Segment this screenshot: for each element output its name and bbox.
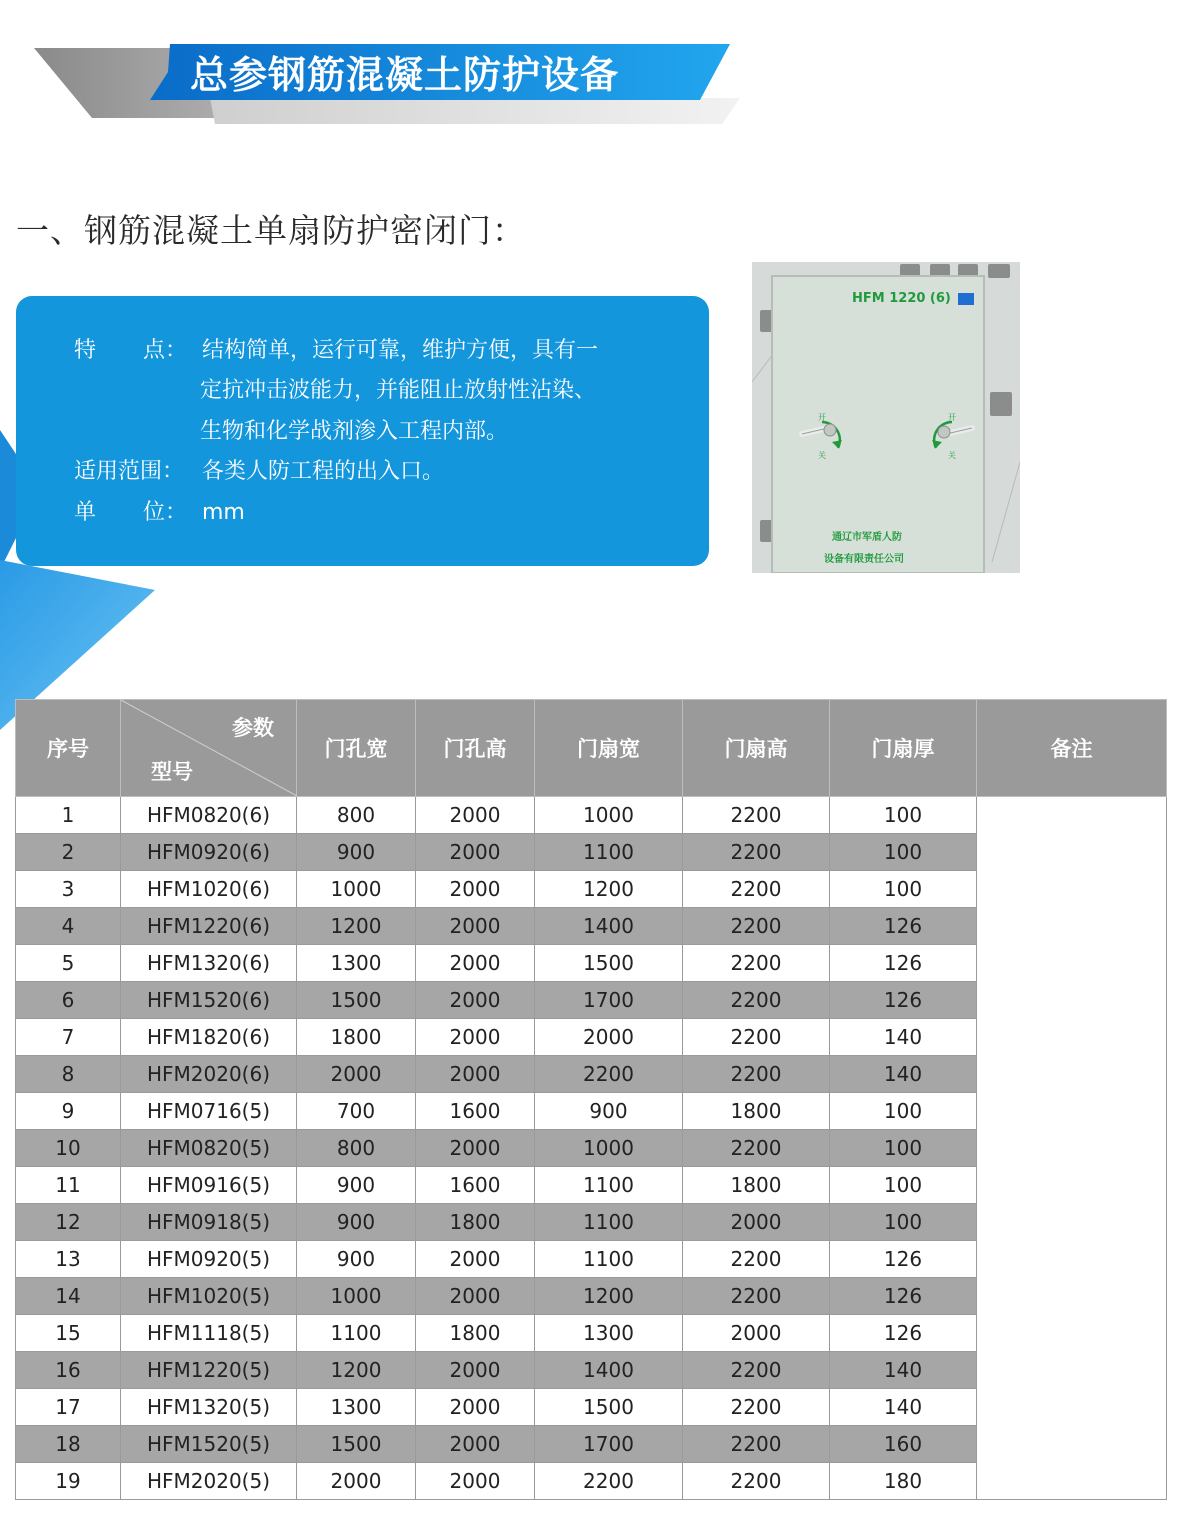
- cell-hole-width: 1200: [297, 1352, 416, 1389]
- cell-model: HFM0920(5): [121, 1241, 297, 1278]
- feature-trait-row: [74, 336, 598, 366]
- product-photo: [752, 262, 1020, 573]
- cell-model: HFM0716(5): [121, 1093, 297, 1130]
- cell-hole-width: 1800: [297, 1019, 416, 1056]
- cell-leaf-width: 1100: [535, 1167, 683, 1204]
- cell-index: 6: [16, 982, 121, 1019]
- cell-model: HFM0918(5): [121, 1204, 297, 1241]
- cell-index: 2: [16, 834, 121, 871]
- cell-hole-width: 1000: [297, 1278, 416, 1315]
- cell-hole-height: 2000: [416, 1463, 535, 1500]
- cell-leaf-thickness: 160: [830, 1426, 977, 1463]
- cell-hole-height: 2000: [416, 1426, 535, 1463]
- cell-hole-height: 2000: [416, 1278, 535, 1315]
- cell-leaf-thickness: 126: [830, 982, 977, 1019]
- cell-hole-height: 2000: [416, 1241, 535, 1278]
- cell-leaf-height: 2200: [683, 797, 830, 834]
- cell-leaf-height: 2200: [683, 908, 830, 945]
- feature-trait-line2: 定抗冲击波能力，并能阻止放射性沾染、: [200, 378, 597, 403]
- cell-leaf-width: 1000: [535, 797, 683, 834]
- cell-leaf-thickness: 140: [830, 1352, 977, 1389]
- cell-leaf-width: 1400: [535, 1352, 683, 1389]
- title-banner: [0, 0, 760, 140]
- cell-leaf-thickness: 100: [830, 1204, 977, 1241]
- cell-leaf-height: 2200: [683, 871, 830, 908]
- cell-leaf-thickness: 126: [830, 1278, 977, 1315]
- cell-leaf-thickness: 100: [830, 871, 977, 908]
- cell-hole-width: 1200: [297, 908, 416, 945]
- cell-leaf-height: 2200: [683, 1130, 830, 1167]
- table-body: [16, 797, 1167, 1500]
- cell-leaf-height: 2200: [683, 1019, 830, 1056]
- header-leaf-thickness: 门扇厚: [830, 700, 977, 797]
- header-param: 参数: [232, 716, 274, 740]
- cell-leaf-height: 2200: [683, 1056, 830, 1093]
- header-param-model: [121, 700, 297, 797]
- cell-model: HFM1520(5): [121, 1426, 297, 1463]
- cell-model: HFM1320(6): [121, 945, 297, 982]
- cell-leaf-thickness: 126: [830, 945, 977, 982]
- cell-index: 9: [16, 1093, 121, 1130]
- cell-hole-width: 1500: [297, 1426, 416, 1463]
- cell-leaf-height: 2200: [683, 1241, 830, 1278]
- cell-leaf-width: 1500: [535, 1389, 683, 1426]
- feature-unit-label-b: 位：: [142, 500, 187, 525]
- cell-model: HFM1220(5): [121, 1352, 297, 1389]
- feature-box: [16, 296, 709, 566]
- cell-leaf-thickness: 140: [830, 1056, 977, 1093]
- header-model: 型号: [151, 760, 193, 784]
- spec-table: [15, 699, 1167, 1500]
- cell-hole-width: 900: [297, 1204, 416, 1241]
- cell-leaf-height: 2000: [683, 1315, 830, 1352]
- cell-hole-height: 2000: [416, 1056, 535, 1093]
- cell-model: HFM1520(6): [121, 982, 297, 1019]
- cell-leaf-thickness: 140: [830, 1389, 977, 1426]
- cell-leaf-width: 2000: [535, 1019, 683, 1056]
- feature-scope-label: 适用范围：: [74, 459, 185, 484]
- cell-leaf-thickness: 100: [830, 1130, 977, 1167]
- cell-hole-height: 2000: [416, 871, 535, 908]
- header-leaf-width: 门扇宽: [535, 700, 683, 797]
- cell-hole-width: 900: [297, 834, 416, 871]
- feature-trait-label-b: 点：: [142, 338, 187, 363]
- cell-hole-width: 1300: [297, 945, 416, 982]
- cell-model: HFM0820(5): [121, 1130, 297, 1167]
- cell-model: HFM1320(5): [121, 1389, 297, 1426]
- photo-maker-line1: 通辽市军盾人防: [832, 532, 902, 543]
- cell-model: HFM0916(5): [121, 1167, 297, 1204]
- cell-model: HFM0920(6): [121, 834, 297, 871]
- cell-leaf-height: 2200: [683, 982, 830, 1019]
- photo-close-mark-left: 关: [818, 451, 826, 460]
- cell-leaf-height: 2200: [683, 1426, 830, 1463]
- cell-hole-height: 2000: [416, 982, 535, 1019]
- table-row: [16, 797, 1167, 834]
- feature-unit-text: mm: [202, 500, 245, 525]
- photo-open-mark-right: 开: [948, 413, 956, 422]
- cell-note: [977, 797, 1167, 1500]
- cell-hole-height: 1800: [416, 1204, 535, 1241]
- cell-index: 13: [16, 1241, 121, 1278]
- feature-unit-label-a: 单: [74, 500, 97, 525]
- cell-index: 5: [16, 945, 121, 982]
- cell-model: HFM2020(6): [121, 1056, 297, 1093]
- feature-unit-label: [74, 498, 187, 528]
- cell-index: 15: [16, 1315, 121, 1352]
- photo-close-mark-right: 关: [948, 451, 956, 460]
- cell-leaf-thickness: 100: [830, 797, 977, 834]
- cell-hole-height: 2000: [416, 908, 535, 945]
- cell-index: 3: [16, 871, 121, 908]
- cell-hole-width: 800: [297, 1130, 416, 1167]
- photo-maker-line2: 设备有限责任公司: [824, 554, 904, 565]
- header-hole-width: 门孔宽: [297, 700, 416, 797]
- cell-leaf-height: 2200: [683, 1352, 830, 1389]
- feature-scope-row: [74, 457, 444, 487]
- cell-model: HFM1020(6): [121, 871, 297, 908]
- cell-hole-height: 1800: [416, 1315, 535, 1352]
- cell-index: 4: [16, 908, 121, 945]
- feature-trait-label-a: 特: [74, 338, 97, 363]
- cell-model: HFM1220(6): [121, 908, 297, 945]
- cell-hole-height: 2000: [416, 797, 535, 834]
- table-header-row: [16, 700, 1167, 797]
- feature-trait-line1: 结构简单，运行可靠，维护方便，具有一: [202, 338, 599, 363]
- cell-index: 16: [16, 1352, 121, 1389]
- cell-hole-height: 2000: [416, 1019, 535, 1056]
- cell-leaf-width: 1100: [535, 1204, 683, 1241]
- cell-leaf-width: 1100: [535, 1241, 683, 1278]
- cell-model: HFM1020(5): [121, 1278, 297, 1315]
- cell-index: 18: [16, 1426, 121, 1463]
- photo-plate-text: HFM 1220 (6): [852, 291, 951, 306]
- cell-leaf-thickness: 126: [830, 908, 977, 945]
- feature-trait-line3: 生物和化学战剂渗入工程内部。: [200, 419, 509, 444]
- cell-hole-width: 1000: [297, 871, 416, 908]
- cell-hole-width: 700: [297, 1093, 416, 1130]
- cell-leaf-width: 1000: [535, 1130, 683, 1167]
- cell-hole-width: 900: [297, 1167, 416, 1204]
- cell-hole-height: 2000: [416, 945, 535, 982]
- cell-leaf-height: 2200: [683, 945, 830, 982]
- cell-index: 7: [16, 1019, 121, 1056]
- cell-model: HFM1118(5): [121, 1315, 297, 1352]
- banner-title: 总参钢筋混凝土防护设备: [190, 53, 620, 97]
- cell-leaf-thickness: 100: [830, 1167, 977, 1204]
- cell-hole-width: 900: [297, 1241, 416, 1278]
- cell-index: 19: [16, 1463, 121, 1500]
- cell-leaf-thickness: 100: [830, 1093, 977, 1130]
- cell-hole-width: 1500: [297, 982, 416, 1019]
- header-hole-height: 门孔高: [416, 700, 535, 797]
- cell-index: 8: [16, 1056, 121, 1093]
- cell-leaf-width: 1200: [535, 871, 683, 908]
- cell-index: 14: [16, 1278, 121, 1315]
- cell-hole-width: 1100: [297, 1315, 416, 1352]
- cell-leaf-height: 2000: [683, 1204, 830, 1241]
- cell-index: 12: [16, 1204, 121, 1241]
- cell-leaf-thickness: 126: [830, 1315, 977, 1352]
- cell-leaf-thickness: 180: [830, 1463, 977, 1500]
- cell-hole-height: 2000: [416, 1389, 535, 1426]
- cell-hole-height: 2000: [416, 1352, 535, 1389]
- cell-index: 1: [16, 797, 121, 834]
- cell-leaf-width: 1400: [535, 908, 683, 945]
- cell-leaf-thickness: 140: [830, 1019, 977, 1056]
- cell-index: 11: [16, 1167, 121, 1204]
- cell-leaf-width: 1100: [535, 834, 683, 871]
- feature-unit-row: [74, 498, 245, 528]
- cell-hole-height: 2000: [416, 1130, 535, 1167]
- feature-trait-label: [74, 336, 187, 366]
- cell-hole-width: 1300: [297, 1389, 416, 1426]
- cell-leaf-width: 1700: [535, 982, 683, 1019]
- cell-leaf-height: 2200: [683, 834, 830, 871]
- cell-hole-height: 2000: [416, 834, 535, 871]
- section-heading: 一、钢筋混凝土单扇防护密闭门：: [16, 211, 526, 250]
- cell-leaf-width: 1500: [535, 945, 683, 982]
- cell-leaf-width: 1700: [535, 1426, 683, 1463]
- photo-open-mark-left: 开: [818, 413, 826, 422]
- cell-hole-width: 2000: [297, 1056, 416, 1093]
- cell-hole-height: 1600: [416, 1167, 535, 1204]
- cell-model: HFM0820(6): [121, 797, 297, 834]
- header-note: 备注: [977, 700, 1167, 797]
- cell-index: 17: [16, 1389, 121, 1426]
- cell-leaf-height: 2200: [683, 1389, 830, 1426]
- cell-leaf-thickness: 126: [830, 1241, 977, 1278]
- cell-hole-height: 1600: [416, 1093, 535, 1130]
- cell-leaf-height: 2200: [683, 1278, 830, 1315]
- cell-leaf-height: 1800: [683, 1093, 830, 1130]
- cell-model: HFM1820(6): [121, 1019, 297, 1056]
- cell-leaf-width: 2200: [535, 1056, 683, 1093]
- cell-leaf-width: 900: [535, 1093, 683, 1130]
- cell-leaf-height: 1800: [683, 1167, 830, 1204]
- cell-hole-width: 2000: [297, 1463, 416, 1500]
- cell-leaf-width: 1300: [535, 1315, 683, 1352]
- cell-model: HFM2020(5): [121, 1463, 297, 1500]
- cell-hole-width: 800: [297, 797, 416, 834]
- cell-leaf-width: 2200: [535, 1463, 683, 1500]
- cell-leaf-width: 1200: [535, 1278, 683, 1315]
- cell-leaf-thickness: 100: [830, 834, 977, 871]
- header-leaf-height: 门扇高: [683, 700, 830, 797]
- header-index: 序号: [16, 700, 121, 797]
- cell-leaf-height: 2200: [683, 1463, 830, 1500]
- feature-scope-text: 各类人防工程的出入口。: [202, 459, 445, 484]
- cell-index: 10: [16, 1130, 121, 1167]
